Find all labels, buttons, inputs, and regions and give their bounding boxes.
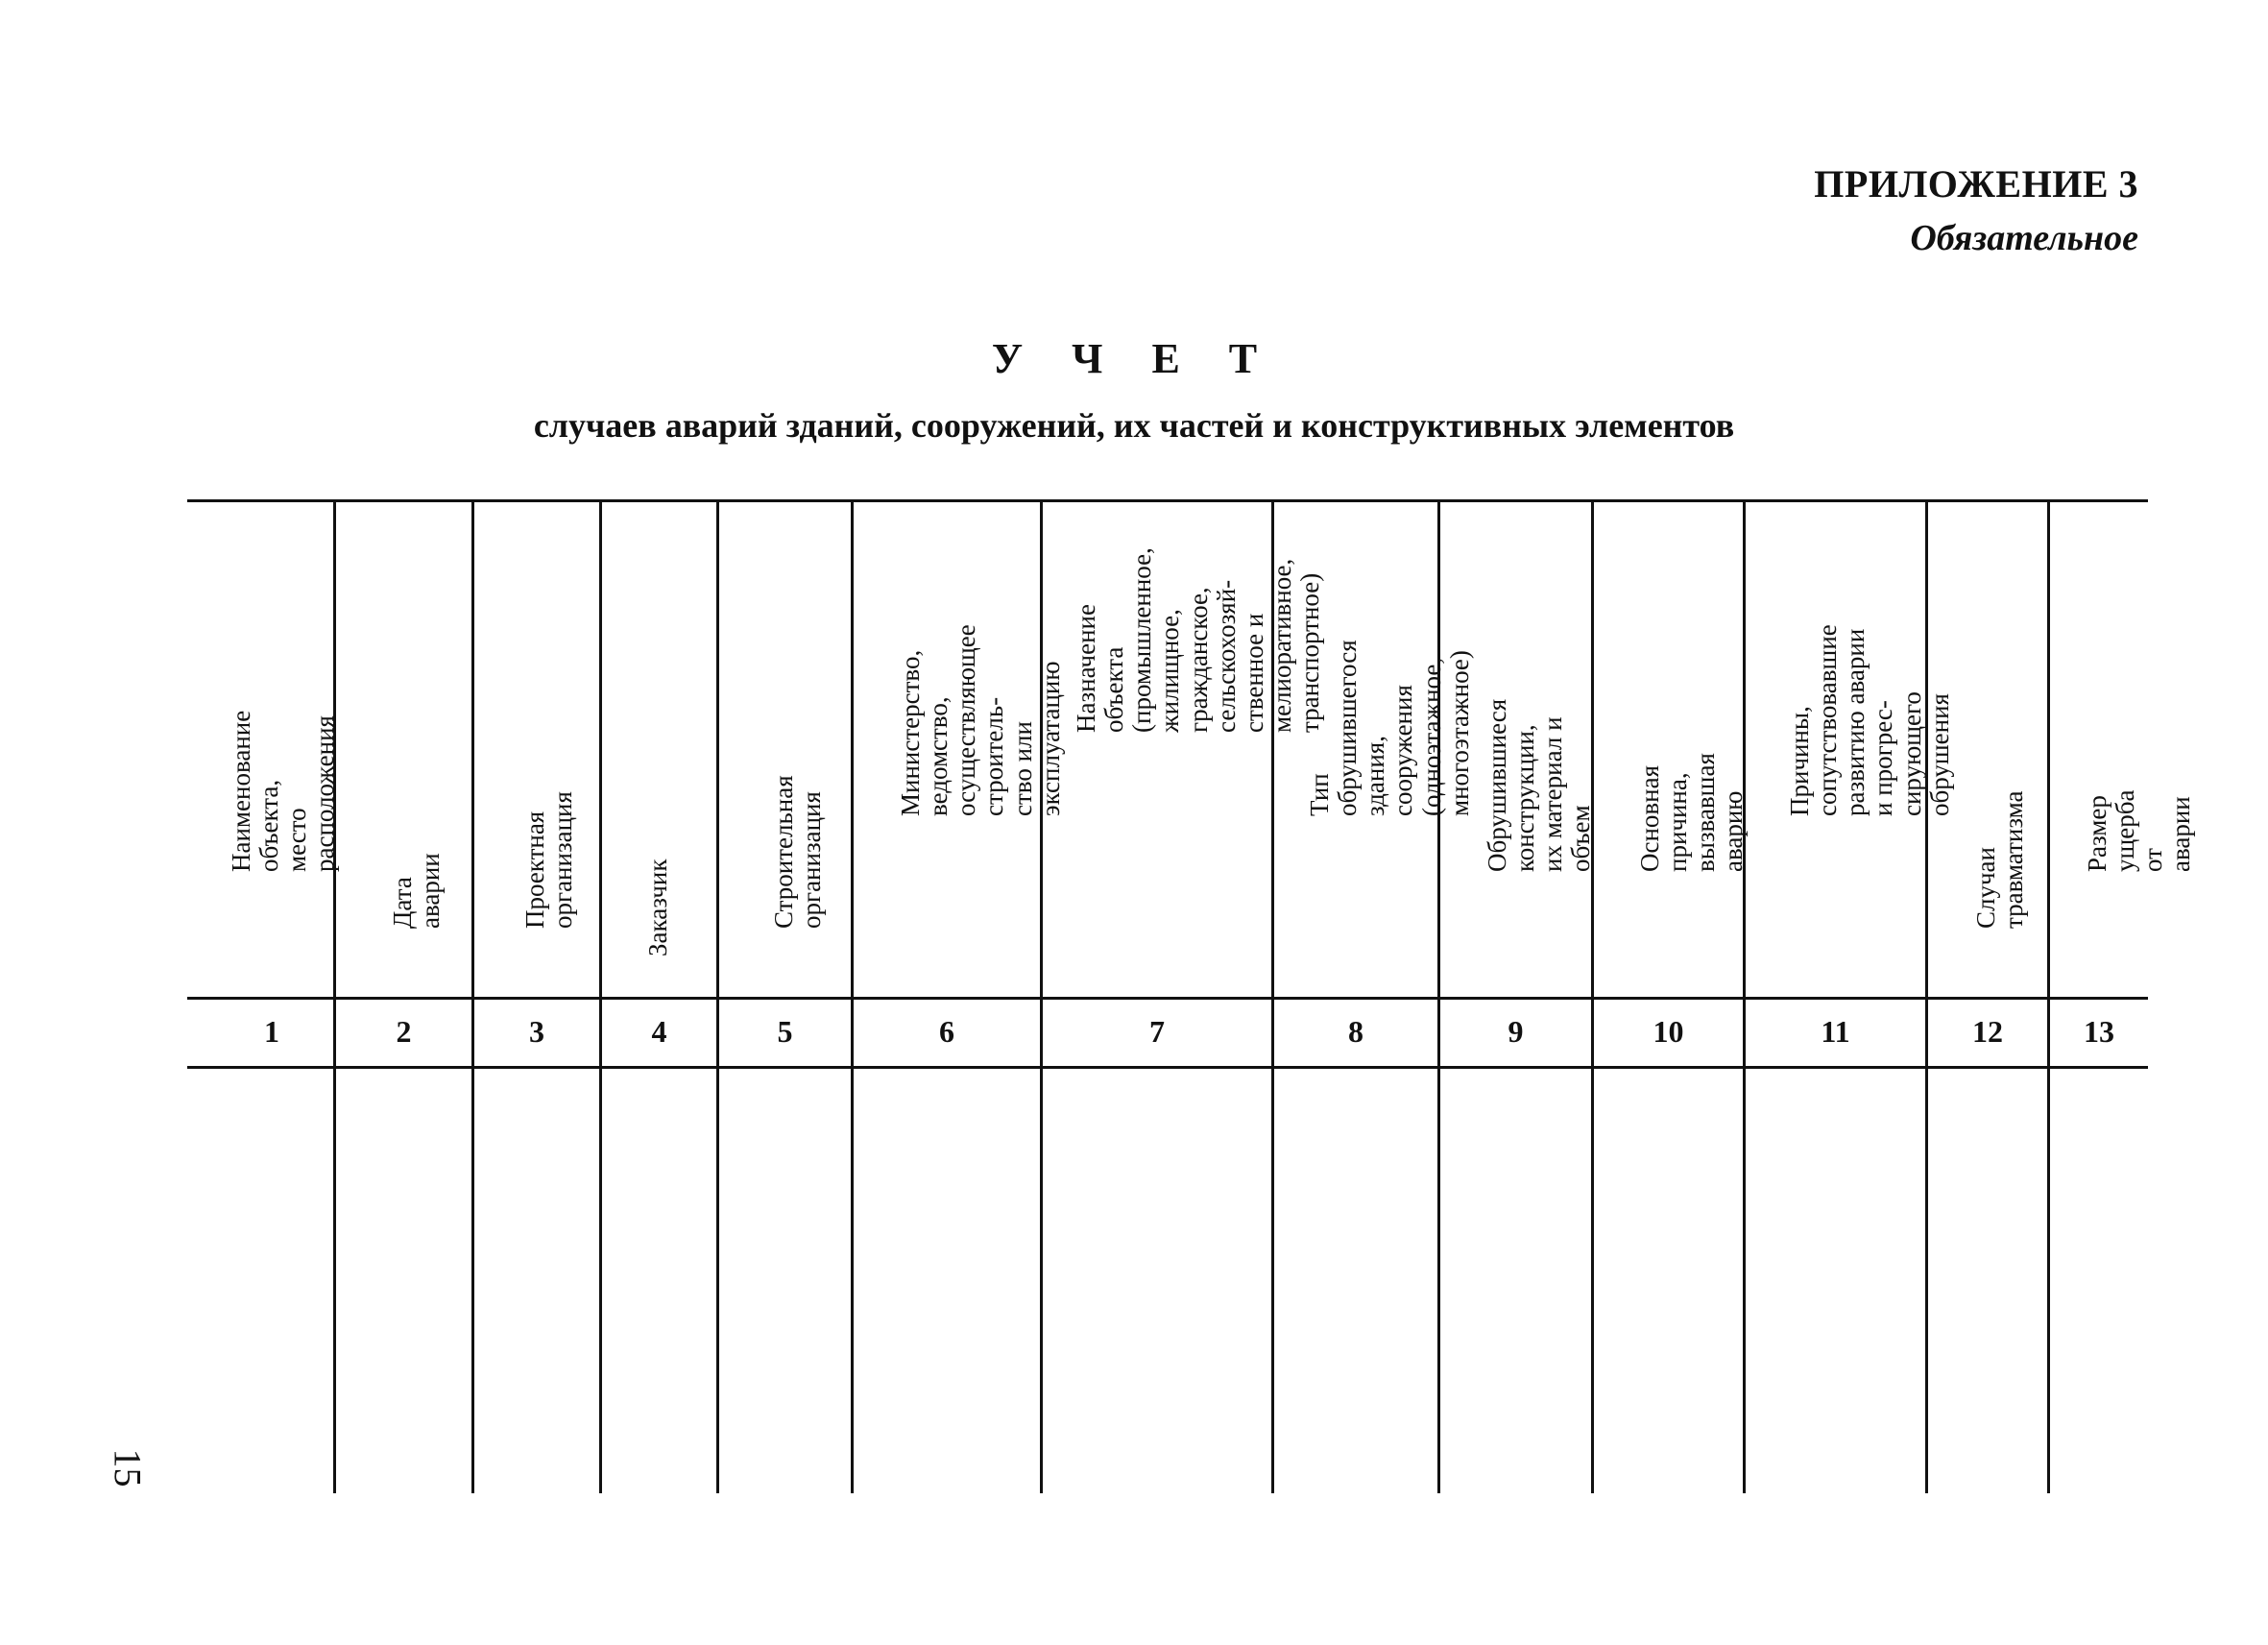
page-number: 15	[106, 1448, 150, 1488]
appendix-block	[1814, 161, 2138, 264]
column-number-7	[1043, 1000, 1271, 1063]
column-header-5	[719, 502, 851, 996]
column-header-10	[1594, 502, 1748, 996]
column-header-1	[187, 502, 340, 996]
column-header-text: Проектная организация	[520, 790, 578, 929]
column-number-text: 6	[939, 1013, 954, 1049]
document-title: У Ч Е Т	[991, 335, 1277, 382]
appendix-status: Обязательное	[1910, 218, 2138, 258]
number-row-bottom-rule	[187, 1066, 2148, 1069]
column-header-9	[1440, 502, 1595, 996]
column-number-10	[1594, 1000, 1743, 1063]
column-header-7	[1043, 502, 1325, 996]
column-number-3	[474, 1000, 599, 1063]
column-header-12	[1928, 502, 2047, 996]
column-number-2	[336, 1000, 471, 1063]
column-header-text: Дата аварии	[387, 852, 445, 929]
column-header-4	[602, 502, 716, 996]
column-header-8	[1274, 502, 1474, 996]
column-header-text: Обрушившиеся конструкции, их материал и объем	[1482, 699, 1595, 873]
column-number-text: 11	[1821, 1013, 1850, 1049]
column-number-5	[719, 1000, 851, 1063]
column-header-text: Наименование объекта, место расположения	[227, 711, 340, 873]
column-number-text: 10	[1653, 1013, 1684, 1049]
column-header-text: Причины, сопутствовавшие развитию аварии и прогрес- сирующего обрушения	[1784, 624, 1954, 817]
column-header-3	[474, 502, 599, 996]
column-number-text: 13	[2084, 1013, 2114, 1049]
column-header-11	[1746, 502, 1954, 996]
column-header-text: Размер ущерба от аварии	[2083, 789, 2196, 873]
column-number-9	[1440, 1000, 1591, 1063]
column-header-text: Министерство, ведомство, осуществляющее строитель- ство или эксплуатацию	[896, 624, 1065, 817]
appendix-title: ПРИЛОЖЕНИЕ 3	[1814, 162, 2138, 206]
column-header-text: Заказчик	[642, 859, 672, 956]
column-number-text: 8	[1348, 1013, 1363, 1049]
column-number-12	[1928, 1000, 2047, 1063]
column-number-13	[2050, 1000, 2148, 1063]
column-number-6	[854, 1000, 1040, 1063]
column-header-13	[2050, 502, 2196, 996]
column-header-text: Строительная организация	[768, 775, 826, 929]
column-number-text: 12	[1972, 1013, 2003, 1049]
column-number-text: 3	[529, 1013, 544, 1049]
column-number-text: 7	[1149, 1013, 1165, 1049]
column-header-text: Тип обрушившегося здания, сооружения (одноэтажное, многоэтажное)	[1305, 640, 1474, 817]
column-number-4	[602, 1000, 716, 1063]
column-header-text: Случаи травматизма	[1971, 790, 2029, 929]
column-number-text: 5	[777, 1013, 793, 1049]
column-header-6	[854, 502, 1065, 996]
column-number-text: 1	[264, 1013, 279, 1049]
column-header-2	[336, 502, 471, 996]
column-number-8	[1274, 1000, 1437, 1063]
column-number-1	[187, 1000, 333, 1063]
column-number-text: 4	[651, 1013, 667, 1049]
column-number-text: 2	[396, 1013, 412, 1049]
column-number-11	[1746, 1000, 1925, 1063]
column-header-text: Назначение объекта (промышленное, жилищное, гражданское, сельскохозяй- ственное и мелиоративное, транспортное)	[1072, 546, 1325, 733]
accident-record-table	[187, 499, 2196, 1493]
column-header-text: Основная причина, вызвавшая аварию	[1634, 753, 1748, 873]
column-number-text: 9	[1508, 1013, 1524, 1049]
document-subtitle: случаев аварий зданий, сооружений, их частей и конструктивных элементов	[533, 406, 1735, 445]
